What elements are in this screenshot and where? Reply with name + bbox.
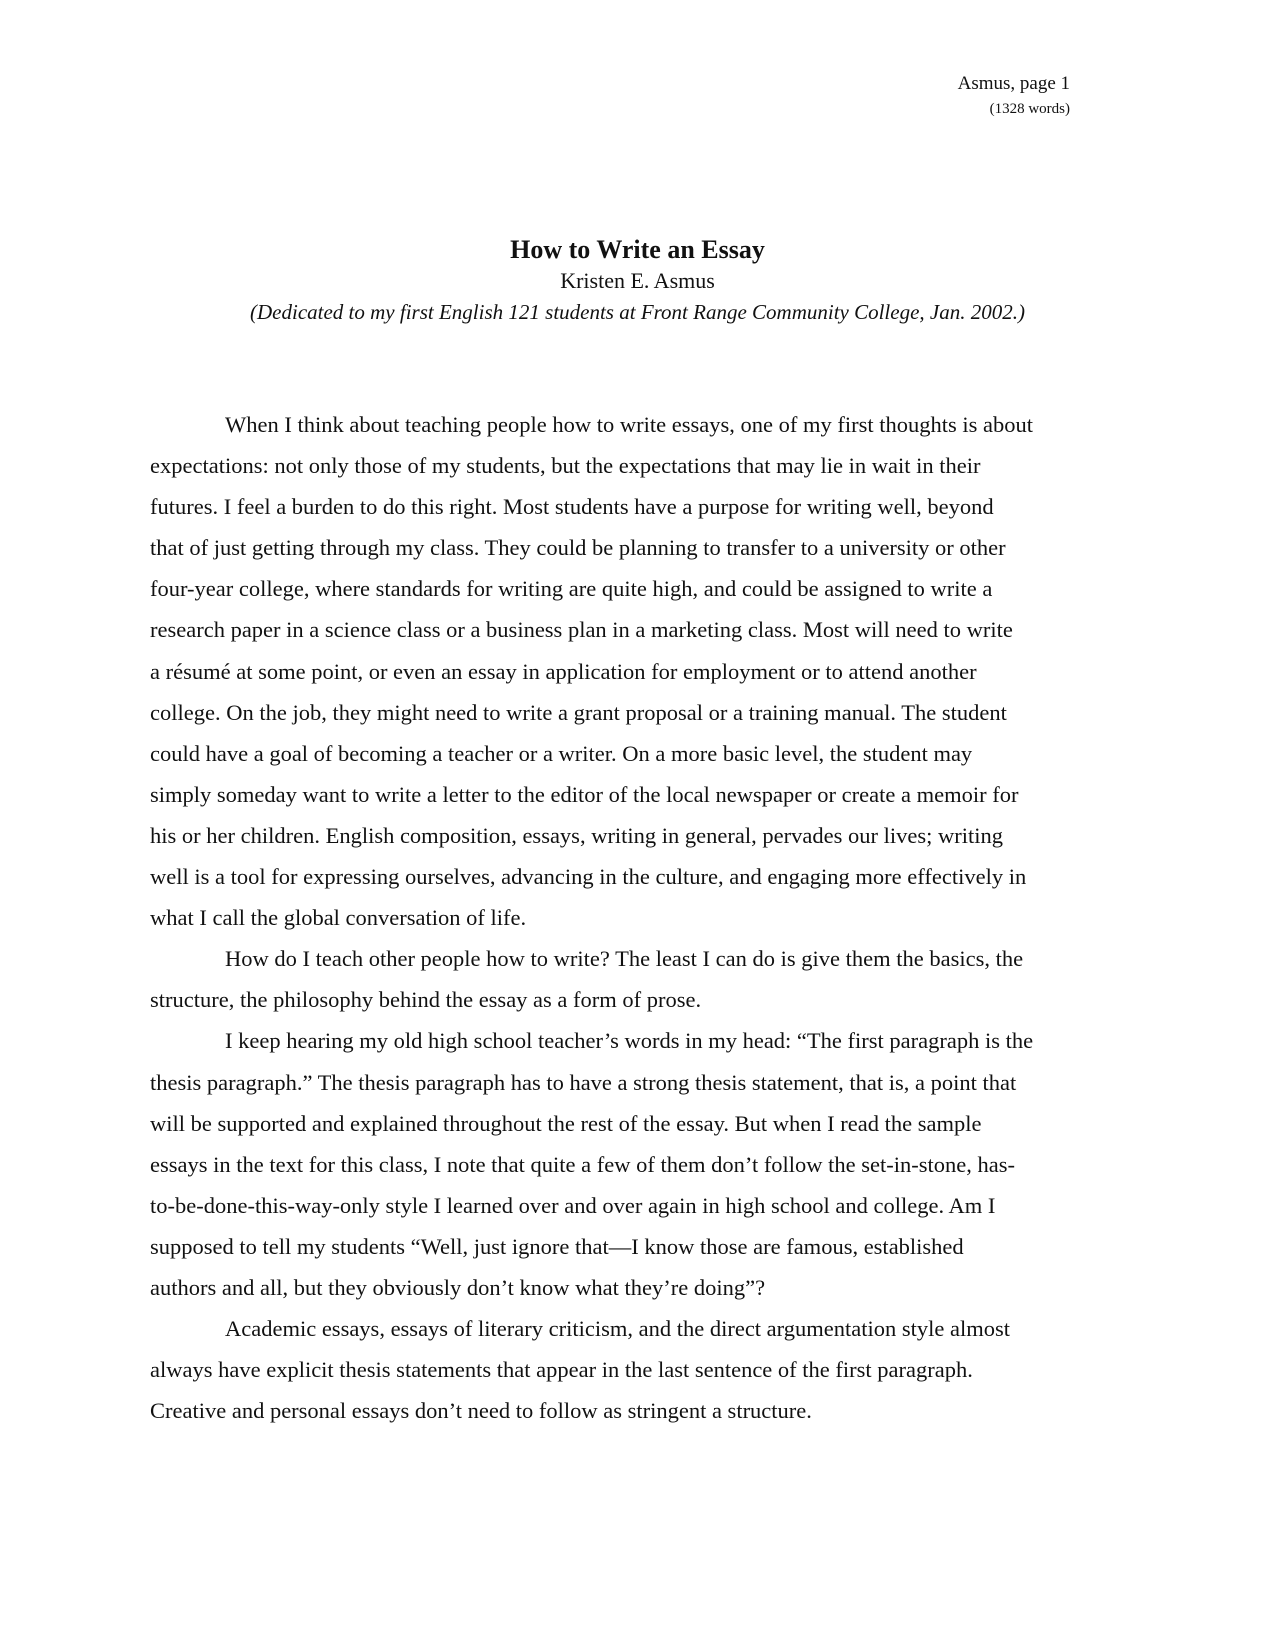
dedication: (Dedicated to my first English 121 students at Front Range Community College, Jan. 2002.): [250, 300, 1025, 324]
paragraph-3-line: authors and all, but they obviously don’t know what they’re doing”?: [150, 1274, 766, 1300]
paragraph-1-line: could have a goal of becoming a teacher or a writer. On a more basic level, the student may: [150, 740, 973, 766]
paragraph-1-line: that of just getting through my class. They could be planning to transfer to a university or other: [150, 535, 1006, 561]
paragraph-1-line: his or her children. English composition, essays, writing in general, pervades our lives; writing: [150, 822, 1003, 848]
title-block: [0, 234, 1275, 328]
paragraph-1-line: what I call the global conversation of life.: [150, 905, 527, 931]
paragraph-3-line: I keep hearing my old high school teacher’s words in my head: “The first paragraph is the: [225, 1028, 1034, 1054]
running-header: [958, 72, 1070, 120]
paragraph-4-line: Creative and personal essays don’t need to follow as stringent a structure.: [150, 1398, 812, 1424]
paragraph-3-line: will be supported and explained throughout the rest of the essay. But when I read the sample: [150, 1110, 982, 1136]
paragraph-4-line: always have explicit thesis statements that appear in the last sentence of the first paragraph.: [150, 1357, 973, 1383]
essay-body: [150, 404, 1130, 1431]
paragraph-3-line: essays in the text for this class, I note that quite a few of them don’t follow the set-in-stone, has-: [150, 1151, 1016, 1177]
essay-title: How to Write an Essay: [510, 235, 765, 264]
paragraph-4-line: Academic essays, essays of literary criticism, and the direct argumentation style almost: [225, 1316, 1010, 1342]
paragraph-3-line: supposed to tell my students “Well, just ignore that—I know those are famous, established: [150, 1233, 964, 1259]
paragraph-1-line: college. On the job, they might need to write a grant proposal or a training manual. The student: [150, 699, 1007, 725]
paragraph-3-line: thesis paragraph.” The thesis paragraph has to have a strong thesis statement, that is, a point that: [150, 1069, 1017, 1095]
paragraph-3-line: to-be-done-this-way-only style I learned over and over again in high school and college. Am I: [150, 1192, 996, 1218]
paragraph-1-line: When I think about teaching people how to write essays, one of my first thoughts is about: [225, 412, 1033, 437]
paragraph-2-line: structure, the philosophy behind the essay as a form of prose.: [150, 987, 702, 1013]
paragraph-1-line: simply someday want to write a letter to the editor of the local newspaper or create a memoir for: [150, 781, 1019, 807]
paragraph-1-line: futures. I feel a burden to do this right. Most students have a purpose for writing well, beyond: [150, 494, 994, 520]
paragraph-1-line: well is a tool for expressing ourselves, advancing in the culture, and engaging more effectively in: [150, 864, 1027, 890]
page-number-label: Asmus, page 1: [957, 73, 1070, 94]
paragraph-1-line: expectations: not only those of my students, but the expectations that may lie in wait in their: [150, 453, 981, 479]
word-count: (1328 words): [989, 101, 1070, 117]
author-name: Kristen E. Asmus: [560, 268, 715, 293]
paragraph-1-line: research paper in a science class or a business plan in a marketing class. Most will need to write: [150, 617, 1013, 643]
paragraph-2-line: How do I teach other people how to write? The least I can do is give them the basics, the: [225, 946, 1024, 972]
paragraph-1-line: four-year college, where standards for writing are quite high, and could be assigned to write a: [150, 576, 993, 602]
paragraph-1-line: a résumé at some point, or even an essay in application for employment or to attend another: [150, 658, 977, 684]
